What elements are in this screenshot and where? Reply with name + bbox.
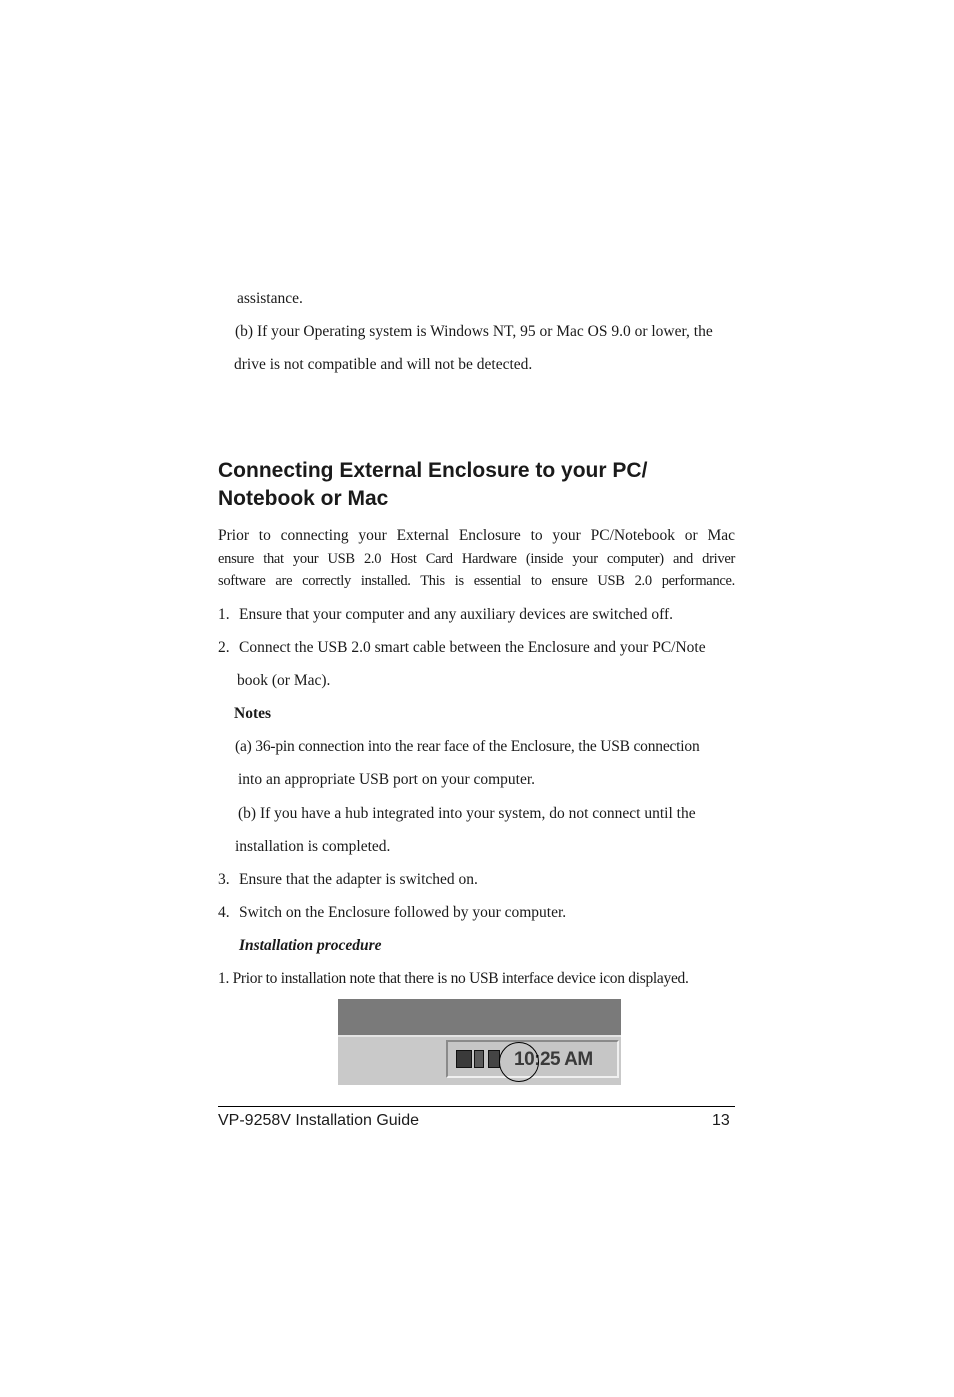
tray-device-icon [456, 1050, 472, 1068]
step-text: Connect the USB 2.0 smart cable between the Enclosure and your PC/Note [239, 639, 706, 656]
text-line: (b) If your Operating system is Windows NT, 95 or Mac OS 9.0 or lower, the [235, 323, 713, 340]
screenshot-taskbar-edge [338, 1035, 621, 1037]
step-number: 3. [218, 871, 230, 888]
step-item [218, 638, 706, 658]
step-text: Switch on the Enclosure followed by your computer. [239, 904, 567, 921]
intro-line-3: software are correctly installed. This is essential to ensure USB 2.0 performance. [218, 573, 735, 589]
step-text: Ensure that your computer and any auxiliary devices are switched off. [239, 606, 673, 623]
tray-speaker-icon [474, 1050, 484, 1068]
page-number: 13 [712, 1112, 730, 1129]
tray-clock: 10:25 AM [514, 1049, 593, 1070]
installation-step-1: 1. Prior to installation note that there is no USB interface device icon displayed. [218, 970, 689, 987]
note-a-line-2: into an appropriate USB port on your computer. [238, 771, 536, 788]
heading-line-2: Notebook or Mac [218, 487, 389, 510]
system-tray-screenshot [338, 999, 621, 1085]
step-number: 1. [218, 606, 230, 623]
step-item [218, 870, 478, 890]
step-item [218, 605, 673, 625]
step-continuation: book (or Mac). [237, 672, 331, 689]
footer-title: VP-9258V Installation Guide [218, 1112, 420, 1129]
notes-title: Notes [234, 705, 272, 722]
text-line: drive is not compatible and will not be detected. [234, 356, 533, 373]
intro-line-2: ensure that your USB 2.0 Host Card Hardware (inside your computer) and driver [218, 551, 735, 567]
footer-rule [218, 1106, 735, 1107]
intro-line-1: Prior to connecting your External Enclosure to your PC/Notebook or Mac [218, 527, 735, 544]
note-a-line-1: (a) 36-pin connection into the rear face of the Enclosure, the USB connection [235, 738, 700, 755]
highlight-circle-icon [499, 1042, 539, 1082]
section-heading [218, 457, 647, 513]
step-item [218, 903, 566, 923]
text-line: assistance. [237, 290, 303, 307]
step-text: Ensure that the adapter is switched on. [239, 871, 478, 888]
step-number: 4. [218, 904, 230, 921]
screenshot-desktop-area [338, 999, 621, 1035]
heading-line-1: Connecting External Enclosure to your PC/ [218, 459, 648, 482]
note-b-line-1: (b) If you have a hub integrated into your system, do not connect until the [238, 805, 696, 822]
step-number: 2. [218, 639, 230, 656]
installation-title: Installation procedure [239, 937, 382, 954]
note-b-line-2: installation is completed. [235, 838, 391, 855]
